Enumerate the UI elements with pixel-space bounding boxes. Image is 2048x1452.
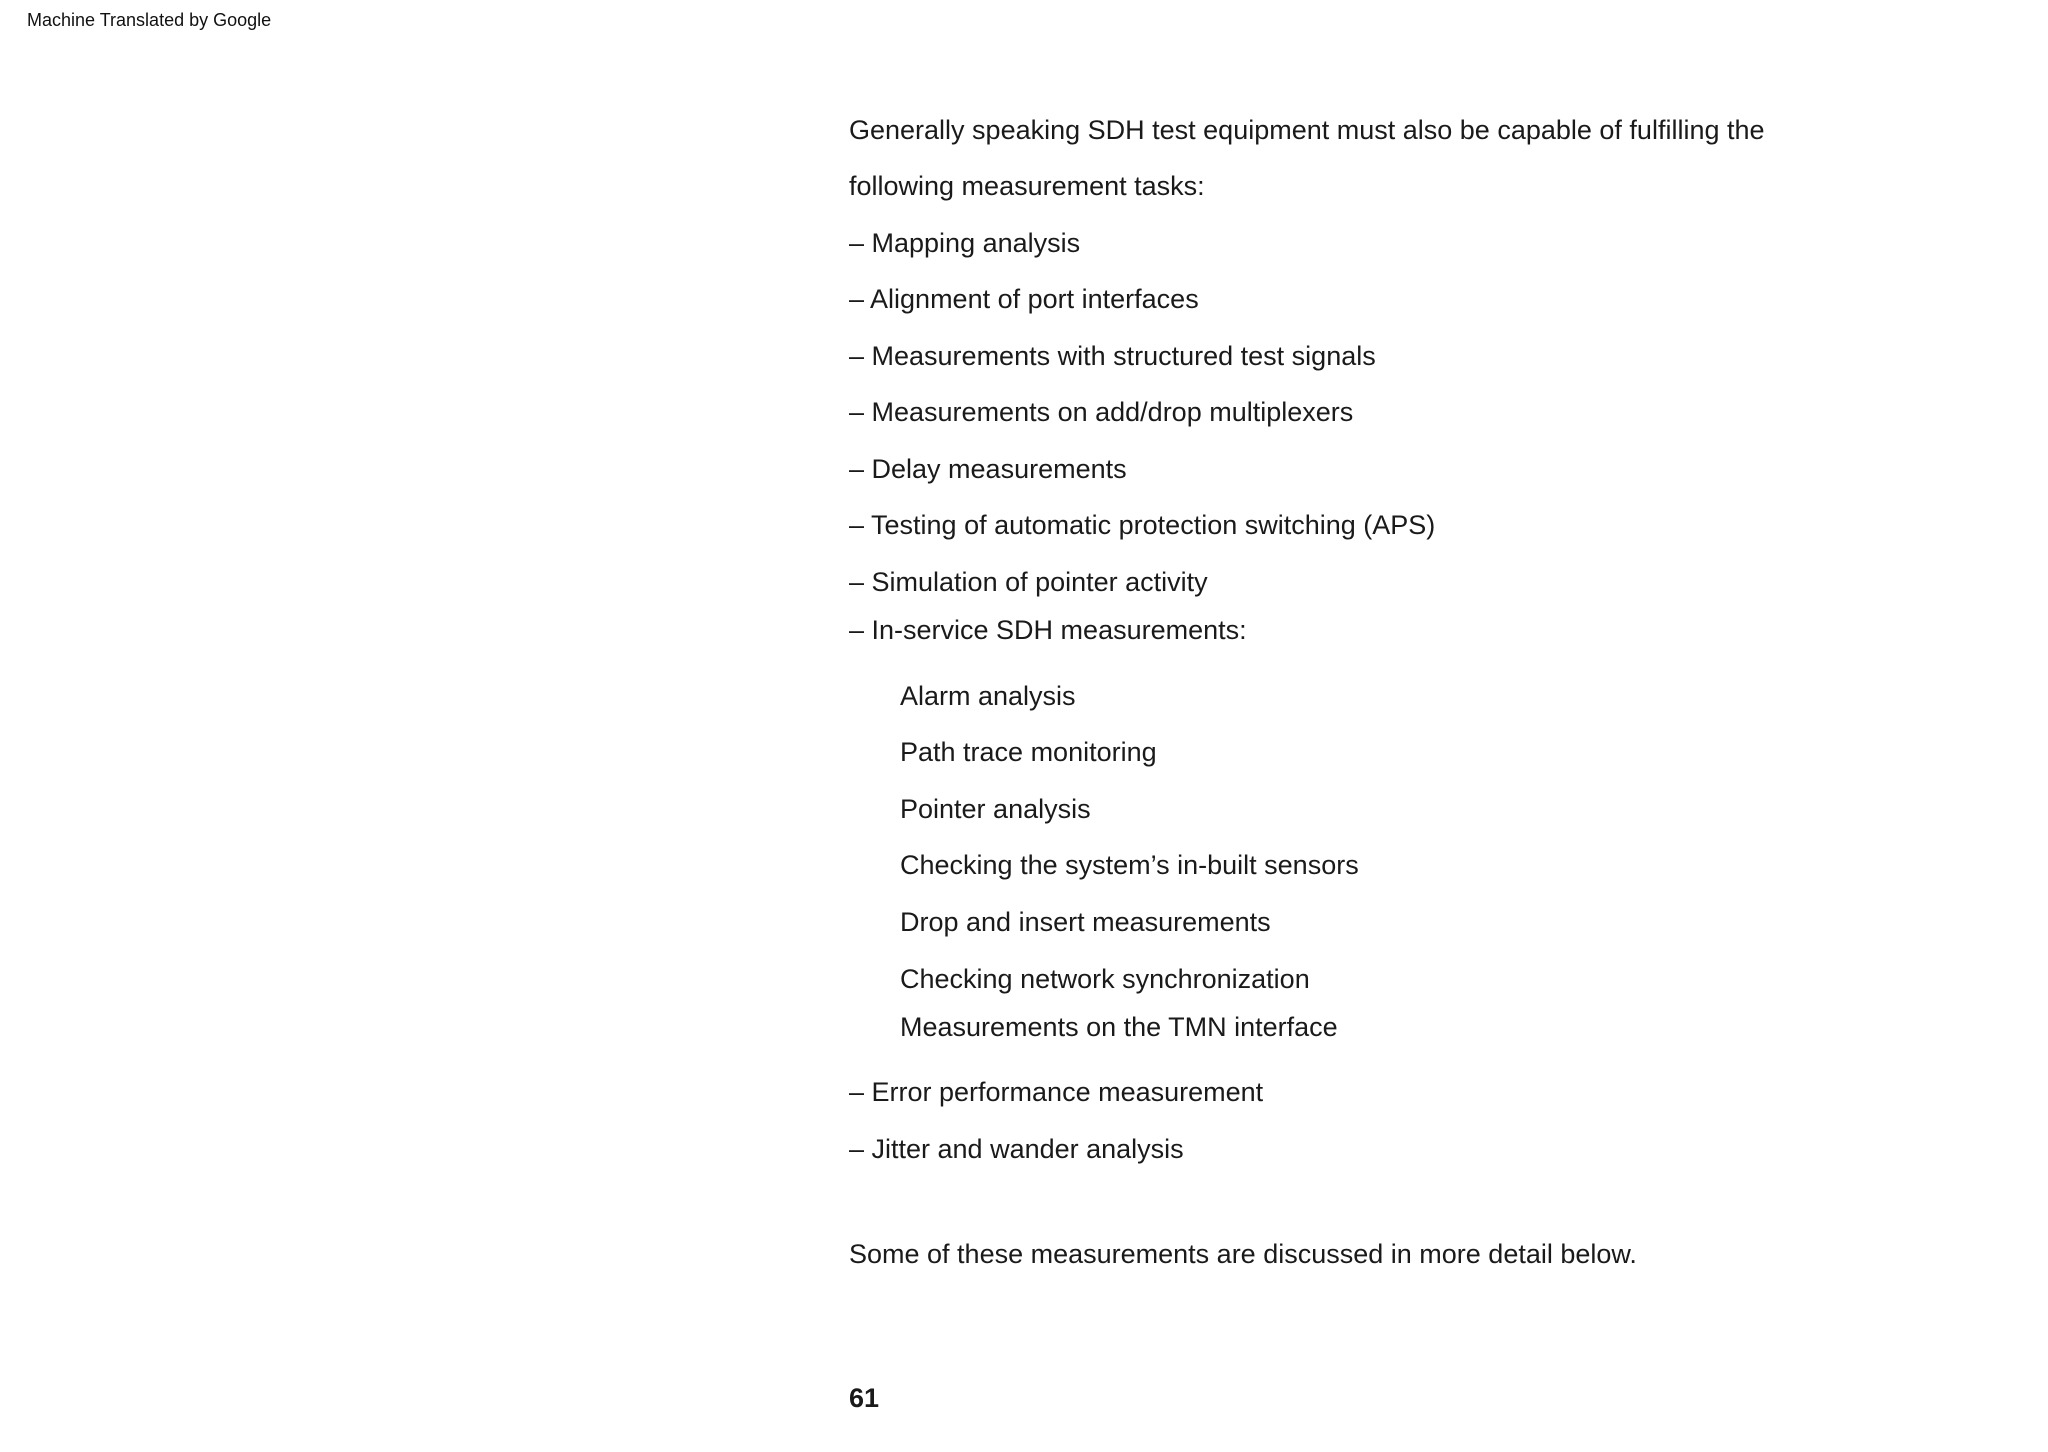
list-item: – Alignment of port interfaces	[849, 284, 1199, 314]
page-number: 61	[849, 1383, 880, 1413]
list-item: – Error performance measurement	[849, 1077, 1264, 1107]
list-item: – Simulation of pointer activity	[849, 567, 1208, 597]
sub-list-item: Checking network synchronization	[900, 964, 1310, 994]
closing-paragraph: Some of these measurements are discussed in more detail below.	[849, 1239, 1637, 1269]
list-item: – Mapping analysis	[849, 228, 1081, 258]
sub-list-item: Drop and insert measurements	[900, 907, 1271, 937]
list-item: – In-service SDH measurements:	[849, 615, 1247, 645]
list-item: – Delay measurements	[849, 454, 1127, 484]
sub-list-item: Path trace monitoring	[900, 737, 1157, 767]
sub-list-item: Alarm analysis	[900, 681, 1076, 711]
sub-list-item: Checking the system’s in-built sensors	[900, 850, 1359, 880]
list-item: – Measurements with structured test signals	[849, 341, 1376, 371]
sub-list-item: Pointer analysis	[900, 794, 1091, 824]
list-item: – Jitter and wander analysis	[849, 1134, 1184, 1164]
machine-translation-banner: Machine Translated by Google	[27, 10, 272, 30]
list-item: – Measurements on add/drop multiplexers	[849, 397, 1354, 427]
list-item: – Testing of automatic protection switching (APS)	[849, 510, 1436, 540]
intro-line-1: Generally speaking SDH test equipment must also be capable of fulfilling the	[849, 115, 1765, 145]
intro-line-2: following measurement tasks:	[849, 171, 1205, 201]
sub-list-item: Measurements on the TMN interface	[900, 1012, 1338, 1042]
